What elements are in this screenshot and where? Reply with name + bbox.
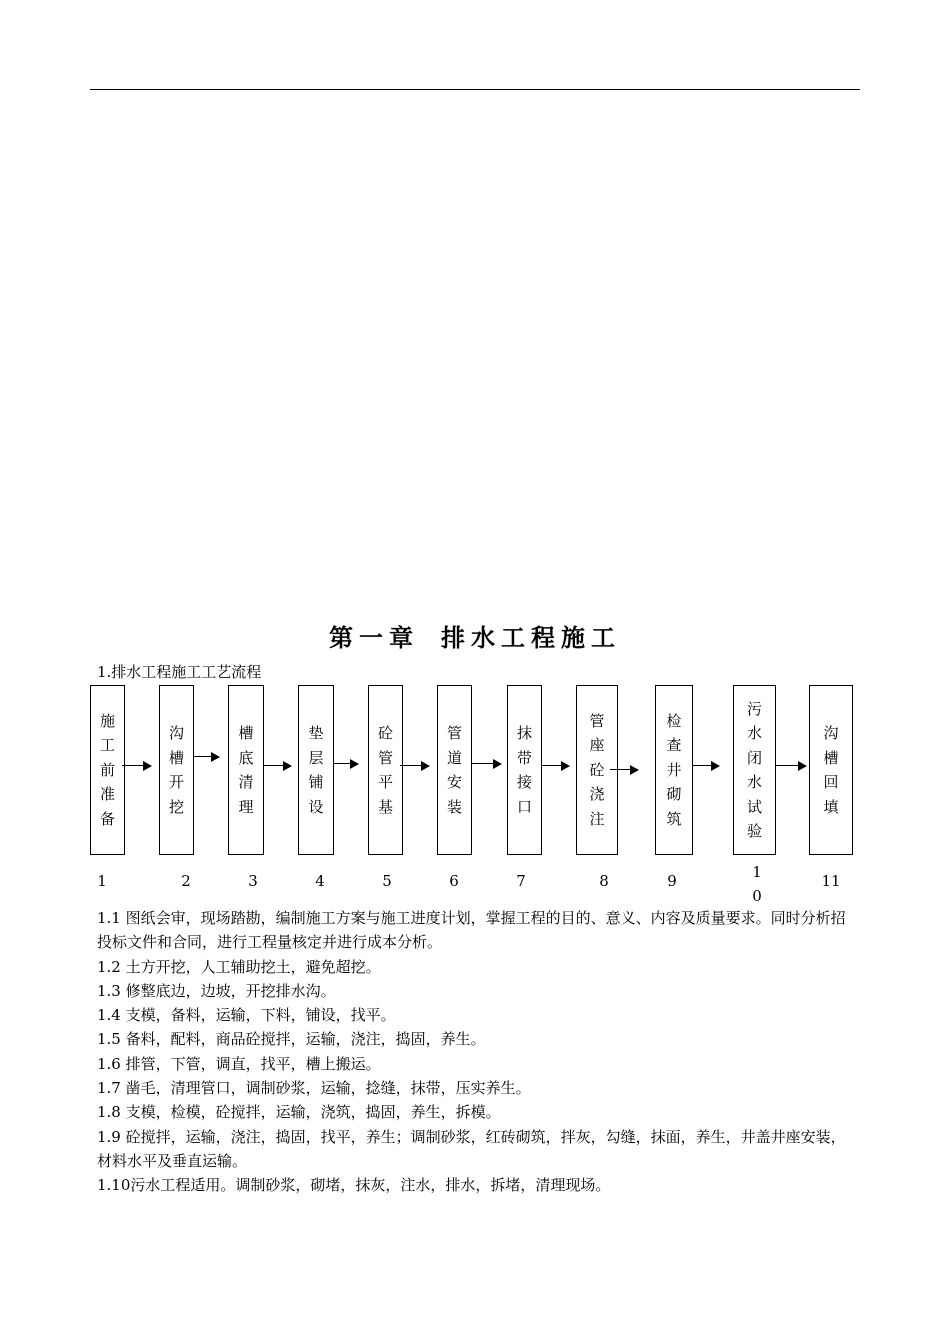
chapter-name: 排水工程施工 [441, 623, 621, 652]
flow-step-box [733, 685, 776, 855]
flow-step-number: 1 0 [752, 863, 762, 905]
flow-step-char: 注 [589, 809, 605, 828]
step-text: 1.3 修整底边，边坡，开挖排水沟。 [97, 981, 336, 1000]
header-rule [90, 89, 860, 90]
flow-step-char: 管 [589, 711, 605, 730]
flow-step-char: 抹 [516, 724, 532, 742]
flow-step-number: 1 [97, 872, 107, 890]
flow-step-char: 座 [589, 736, 605, 755]
flow-step-number: 3 [248, 872, 258, 890]
flow-step-char: 填 [823, 797, 839, 816]
flow-step-char: 层 [308, 748, 324, 767]
flow-step-char: 查 [666, 736, 682, 755]
flow-step-number: 11 [821, 872, 841, 890]
flow-step-char: 砼 [589, 760, 605, 779]
flow-step-char: 带 [516, 748, 532, 767]
flow-step-char: 工 [99, 736, 115, 755]
flow-step-char: 槽 [168, 748, 184, 767]
flow-step-char: 接 [516, 773, 532, 791]
flow-step-char: 管 [446, 724, 462, 742]
flow-step-char: 挖 [168, 797, 184, 816]
flow-arrow [194, 756, 218, 757]
flow-step-char: 安 [446, 773, 462, 791]
flow-step-char: 前 [99, 760, 115, 779]
flow-step-char: 平 [377, 773, 393, 791]
flow-arrow [472, 763, 500, 764]
flow-step-char: 准 [99, 785, 115, 804]
flow-step-char: 底 [238, 748, 254, 767]
flow-step-box [437, 685, 472, 855]
flow-step-char: 筑 [666, 809, 682, 828]
flow-step-box [368, 685, 403, 855]
flow-step-char: 口 [516, 797, 532, 816]
step-text: 1.2 土方开挖，人工辅助挖土，避免超挖。 [97, 957, 381, 976]
flow-step-number: 8 [599, 872, 609, 890]
flow-step-char: 道 [446, 748, 462, 767]
flow-step-char: 基 [377, 797, 393, 816]
flow-arrow [264, 765, 290, 766]
flow-step-char: 备 [99, 809, 115, 828]
flow-step-char: 试 [746, 797, 762, 816]
step-text: 1.1 图纸会审，现场踏勘，编制施工方案与施工进度计划，掌握工程的目的、意义、内容及质量要求。同时分析招投标文件和合同，进行工程量核定并进行成本分析。 [97, 909, 846, 952]
flow-step-char: 闭 [746, 748, 762, 767]
flow-arrow [122, 765, 150, 766]
flow-step-number: 4 [315, 872, 325, 890]
flow-step-char: 设 [308, 797, 324, 816]
flow-step-box [298, 685, 334, 855]
flow-step-box [90, 685, 125, 855]
step-descriptions [97, 906, 857, 1198]
flow-step-char: 砼 [377, 724, 393, 742]
flow-step-number: 2 [181, 872, 191, 890]
flow-arrow [776, 765, 805, 766]
flow-step-char: 装 [446, 797, 462, 816]
flow-step-char: 施 [99, 711, 115, 730]
flow-step-char: 井 [666, 760, 682, 779]
flow-step-char: 污 [746, 699, 762, 718]
flow-step-char: 检 [666, 711, 682, 730]
flow-arrow [693, 765, 718, 766]
flow-step-char: 槽 [823, 748, 839, 767]
flow-step-char: 验 [746, 822, 762, 840]
step-text: 1.5 备料，配料，商品砼搅拌，运输，浇注，捣固，养生。 [97, 1030, 486, 1049]
flow-step-char: 清 [238, 773, 254, 791]
flow-step-char: 水 [746, 724, 762, 742]
flow-step-number: 6 [449, 872, 459, 890]
flow-arrow [542, 765, 568, 766]
step-text: 1.4 支模，备料，运输，下料，铺设，找平。 [97, 1006, 396, 1025]
flow-step-char: 浇 [589, 785, 605, 804]
flow-step-char: 沟 [168, 724, 184, 742]
flow-step-box [228, 685, 264, 855]
section-heading: 1.排水工程施工工艺流程 [97, 663, 262, 681]
flow-step-number: 7 [516, 872, 526, 890]
flow-step-box [507, 685, 542, 855]
flow-step-box [655, 685, 693, 855]
step-text: 1.8 支模，检模，砼搅拌，运输，浇筑，捣固，养生，拆模。 [97, 1103, 501, 1122]
chapter-number: 第一章 [329, 623, 419, 652]
flow-step-char: 开 [168, 773, 184, 791]
step-text: 1.10污水工程适用。调制砂浆，砌堵，抹灰，注水，排水，拆堵，清理现场。 [97, 1176, 611, 1195]
flow-step-char: 铺 [308, 773, 324, 791]
flow-step-char: 回 [823, 773, 839, 791]
flow-step-box [159, 685, 194, 855]
step-text: 1.7 凿毛，清理管口，调制砂浆，运输，捻缝，抹带，压实养生。 [97, 1079, 531, 1098]
flow-step-number: 9 [667, 872, 677, 890]
chapter-title [0, 618, 950, 653]
flow-arrow [334, 763, 357, 764]
step-text: 1.6 排管，下管，调直，找平，槽上搬运。 [97, 1054, 381, 1073]
flow-step-char: 理 [238, 797, 254, 816]
flow-step-box [576, 685, 618, 855]
flow-arrow [400, 765, 428, 766]
flow-step-char: 水 [746, 773, 762, 791]
flow-arrow [610, 769, 637, 770]
flow-step-char: 砌 [666, 785, 682, 804]
flow-step-box [809, 685, 853, 855]
flow-step-char: 沟 [823, 724, 839, 742]
flow-step-number: 5 [382, 872, 392, 890]
flow-step-char: 槽 [238, 724, 254, 742]
step-text: 1.9 砼搅拌，运输，浇注，捣固，找平，养生；调制砂浆，红砖砌筑，拌灰，勾缝，抹面，养生，井盖井座安装，材料水平及垂直运输。 [97, 1127, 846, 1170]
flow-step-char: 管 [377, 748, 393, 767]
flow-step-char: 垫 [308, 724, 324, 742]
